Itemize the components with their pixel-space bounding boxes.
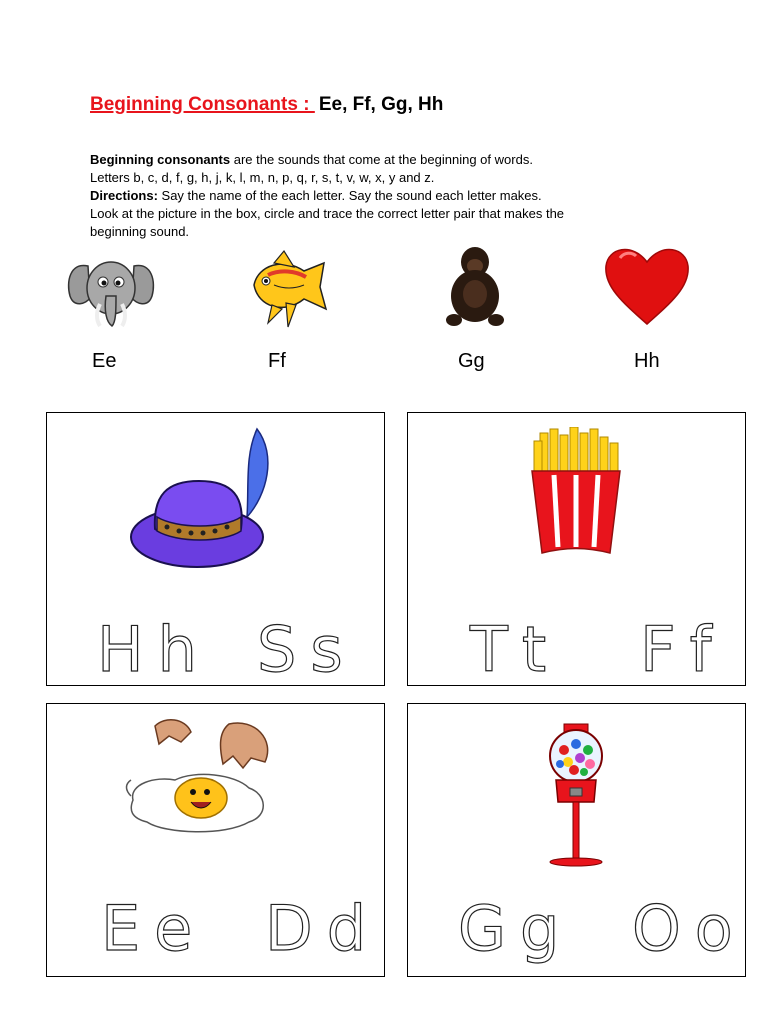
egg-icon bbox=[125, 714, 275, 838]
heart-icon bbox=[602, 240, 692, 328]
instruction-line-3: Directions: Say the name of the each letter. Say the sound each letter makes. bbox=[90, 188, 542, 203]
trace-option-dd[interactable]: Dd bbox=[265, 892, 381, 965]
title-letters: Ee, Ff, Gg, Hh bbox=[318, 94, 444, 115]
page-title bbox=[90, 94, 443, 116]
picture-box-fries bbox=[407, 412, 746, 686]
reference-label-h: Hh bbox=[634, 350, 660, 372]
instruction-line-5: beginning sound. bbox=[90, 224, 190, 239]
trace-option-ss[interactable]: Ss bbox=[257, 613, 357, 686]
instruction-line-4: Look at the picture in the box, circle and trace the correct letter pair that makes the bbox=[90, 206, 565, 221]
trace-option-gg[interactable]: Gg bbox=[458, 892, 574, 965]
gumball-machine-icon bbox=[544, 722, 608, 868]
reference-label-f: Ff bbox=[268, 350, 286, 372]
picture-box-egg bbox=[46, 703, 385, 977]
reference-label-e: Ee bbox=[92, 350, 117, 372]
trace-option-ff[interactable]: Ff bbox=[640, 613, 726, 686]
reference-label-g: Gg bbox=[458, 350, 485, 372]
instruction-line-1: Beginning consonants are the sounds that come at the beginning of words. bbox=[90, 152, 533, 167]
instructions bbox=[90, 151, 690, 241]
elephant-icon bbox=[66, 252, 156, 334]
instruction-line-2: Letters b, c, d, f, g, h, j, k, l, m, n, p, q, r, s, t, v, w, x, y and z. bbox=[90, 170, 435, 185]
trace-option-ee[interactable]: Ee bbox=[101, 892, 207, 965]
picture-box-hat bbox=[46, 412, 385, 686]
trace-option-oo[interactable]: Oo bbox=[632, 892, 747, 965]
gorilla-icon bbox=[444, 244, 506, 328]
fish-icon bbox=[244, 245, 332, 329]
trace-option-hh[interactable]: Hh bbox=[97, 613, 211, 686]
hat-icon bbox=[127, 425, 277, 575]
trace-option-tt[interactable]: Tt bbox=[470, 613, 561, 686]
picture-box-gumball bbox=[407, 703, 746, 977]
title-main: Beginning Consonants : bbox=[90, 94, 315, 115]
fries-icon bbox=[526, 427, 626, 557]
